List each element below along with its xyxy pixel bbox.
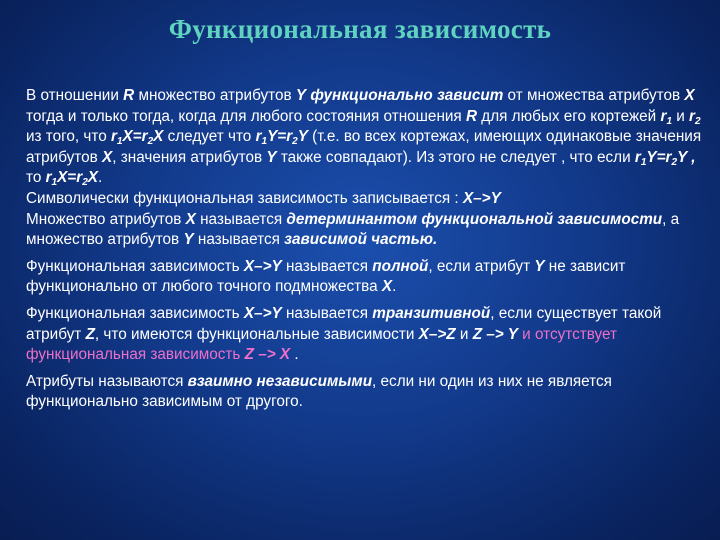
relation-name: R (123, 87, 135, 104)
term-transitive: транзитивной (372, 304, 491, 322)
text: для любых его кортежей (477, 107, 661, 125)
relation-name: R (465, 107, 478, 125)
attribute-y: Y (183, 231, 194, 249)
text: (т.е. во всех кортежах, имеющих одинаковые значения атрибутов (26, 128, 702, 166)
attribute-y: Y (295, 87, 307, 104)
text: . (97, 169, 103, 187)
formula-r1x-eq-r2x: $r_1X=r_2X$ (110, 128, 164, 148)
text: , что имеются функциональные зависимости (94, 325, 419, 343)
attribute-z: Z (85, 325, 95, 343)
attribute-y: Y (266, 148, 277, 166)
definition-paragraph (26, 86, 702, 251)
transitive-dependency-paragraph (26, 304, 702, 366)
text: и (455, 325, 473, 343)
text: от множества атрибутов (503, 87, 685, 104)
independent-attributes-paragraph (26, 372, 702, 413)
text: Функциональная зависимость (26, 257, 244, 275)
tuple-r2: $r_2$ (689, 107, 701, 127)
text: из того, что (26, 128, 111, 146)
attribute-x: X (684, 87, 695, 104)
fd-z-x: Z –> X (244, 346, 291, 364)
text: множество атрибутов (134, 87, 296, 104)
text: . (290, 346, 299, 364)
text: , если существует такой атрибут (26, 304, 662, 343)
term-dependent-part: зависимой частью. (284, 231, 438, 249)
text: Символически функциональная зависимость записывается : (26, 189, 463, 207)
fd-z-y: Z –> Y (472, 325, 518, 343)
text: . (392, 278, 397, 296)
term-determinant: детерминантом функциональной зависимости (286, 210, 663, 228)
term-functionally-dependent: функционально зависит (310, 87, 504, 104)
text: называется (281, 304, 373, 322)
text: следует что (163, 128, 256, 146)
attribute-x: X (381, 278, 393, 296)
full-dependency-paragraph (26, 257, 702, 298)
attribute-y: Y (534, 257, 545, 275)
text: называется (193, 231, 285, 249)
tuple-r1: $r_1$ (660, 107, 672, 127)
text: В отношении (26, 87, 124, 104)
attribute-x: X (102, 148, 113, 166)
fd-notation: X–>Y (243, 257, 282, 275)
text: Множество атрибутов (26, 210, 186, 228)
text: тогда и только тогда, когда для любого состояния отношения (26, 107, 466, 125)
fd-x-z: X–>Z (418, 325, 456, 343)
formula-r1y-eq-r2y: $r_1Y=r_2Y$ (255, 128, 308, 148)
text: не зависит функционально от любого точного подмножества (26, 257, 626, 296)
attribute-x: X (185, 210, 196, 228)
text: , значения атрибутов (112, 148, 267, 166)
fd-notation: X–>Y (243, 304, 282, 322)
text: называется (281, 257, 373, 275)
text: и (672, 107, 690, 125)
highlight-text: и отсутствует функциональная зависимость (26, 325, 618, 364)
text: , а множество атрибутов (26, 210, 680, 249)
text: Функциональная зависимость (26, 304, 244, 322)
text: , если ни один из них не является функционально зависимым от другого. (26, 372, 612, 411)
fd-notation: X–>Y (462, 189, 501, 207)
text: то (26, 169, 46, 187)
text: , если атрибут (428, 257, 535, 275)
text: Атрибуты называются (26, 372, 188, 390)
term-full: полной (372, 257, 429, 275)
text: также совпадают). Из этого не следует , что если (276, 148, 635, 166)
formula-r1x-eq-r2x-2: $r_1X=r_2X$ (45, 169, 98, 189)
text: называется (195, 210, 287, 228)
slide-body (26, 86, 702, 413)
slide-title: Функциональная зависимость (168, 14, 552, 44)
formula-r1y-eq-r2y-2: $r_1Y=r_2Y$ , (634, 148, 696, 168)
term-mutually-independent: взаимно независимыми (187, 372, 373, 390)
